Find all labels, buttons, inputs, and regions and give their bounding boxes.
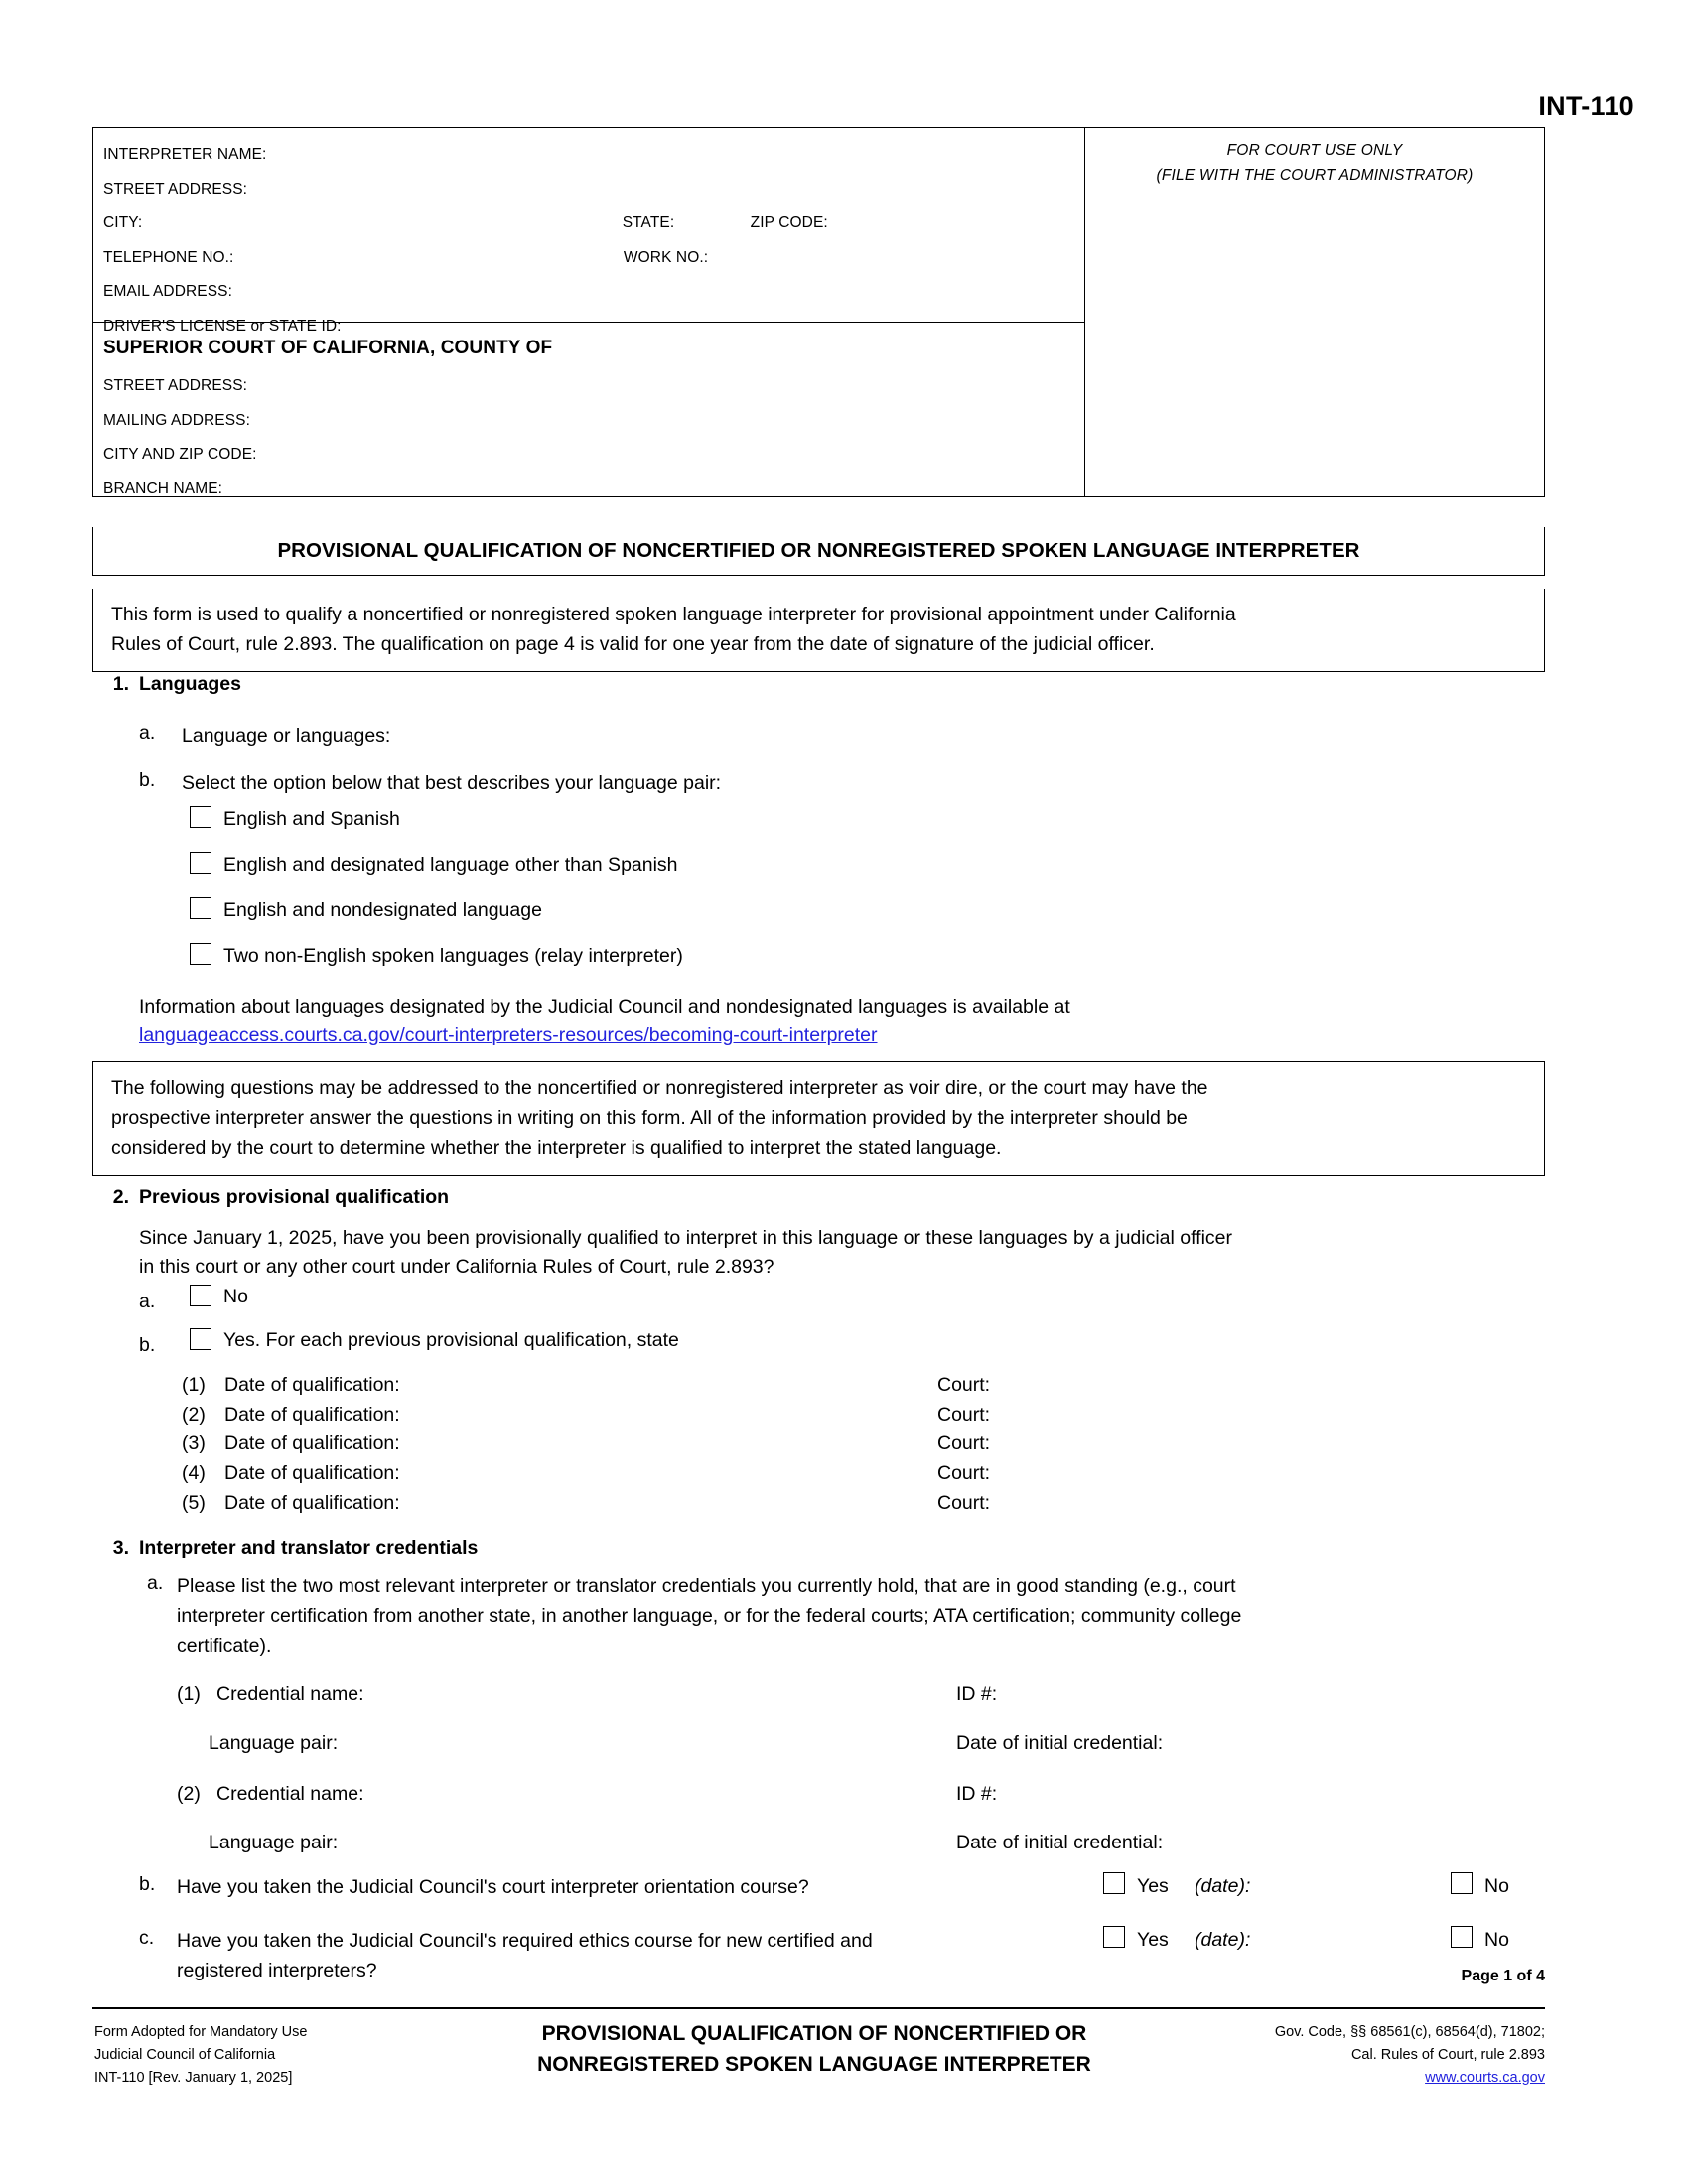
section-1a-label[interactable]: Language or languages:: [182, 725, 391, 747]
court-mailing-address-field[interactable]: MAILING ADDRESS:: [103, 411, 251, 429]
intro-line-2: Rules of Court, rule 2.893. The qualification on page 4 is valid for one year from the date of signature of the judicial officer.: [111, 633, 1155, 655]
section-3-number: 3.: [112, 1537, 129, 1559]
interpreter-zip-field[interactable]: ZIP CODE:: [750, 214, 828, 231]
caption-left-column: [93, 128, 1085, 496]
credential-1-name-label[interactable]: Credential name:: [216, 1683, 364, 1705]
footer-title-line-1: PROVISIONAL QUALIFICATION OF NONCERTIFIED OR: [541, 2022, 1087, 2045]
checkbox-previous-qualification-no[interactable]: [190, 1285, 211, 1306]
qualification-row-1-number: (1): [182, 1374, 206, 1396]
for-court-use-only-line2: (FILE WITH THE COURT ADMINISTRATOR): [1156, 167, 1474, 184]
languages-info-link[interactable]: languageaccess.courts.ca.gov/court-interpreters-resources/becoming-court-interpreter: [139, 1024, 878, 1046]
qualification-row-3-number: (3): [182, 1433, 206, 1454]
credential-2-number: (2): [177, 1783, 201, 1805]
qualification-row-1-court-label[interactable]: Court:: [937, 1374, 991, 1396]
footer-right-block: [1142, 2021, 1545, 2090]
voir-dire-line-1: The following questions may be addressed to the noncertified or nonregistered interpreter as voir dire, or the court may have the: [111, 1077, 1208, 1099]
option-label-english-and-nondesignated-language[interactable]: English and nondesignated language: [223, 899, 542, 921]
page-number: Page 1 of 4: [1461, 1968, 1545, 1984]
footer-title-line-2: NONREGISTERED SPOKEN LANGUAGE INTERPRETER: [537, 2053, 1091, 2076]
caption-block: [92, 127, 1545, 497]
section-1a-letter: a.: [139, 722, 156, 744]
section-1-title: Languages: [139, 673, 241, 695]
voir-dire-box: [92, 1061, 1545, 1176]
interpreter-street-address-field[interactable]: STREET ADDRESS:: [103, 180, 248, 198]
footer-council-line: Judicial Council of California: [94, 2047, 276, 2063]
option-label-english-and-spanish[interactable]: English and Spanish: [223, 808, 400, 830]
footer-divider: [92, 2007, 1545, 2009]
court-branch-name-field[interactable]: BRANCH NAME:: [103, 479, 223, 497]
court-city-zip-field[interactable]: CITY AND ZIP CODE:: [103, 446, 257, 463]
section-3a-line-2: interpreter certification from another state, in another language, or for the federal courts; ATA certification; community college: [177, 1605, 1242, 1627]
qualification-row-4-number: (4): [182, 1462, 206, 1484]
interpreter-name-field[interactable]: INTERPRETER NAME:: [103, 146, 267, 163]
checkbox-orientation-course-no[interactable]: [1451, 1872, 1473, 1894]
court-name-heading: SUPERIOR COURT OF CALIFORNIA, COUNTY OF: [103, 338, 553, 358]
section-2-number: 2.: [112, 1186, 129, 1208]
qualification-row-5-number: (5): [182, 1492, 206, 1514]
qualification-row-2-date-label[interactable]: Date of qualification:: [224, 1404, 400, 1426]
footer-center-title: [417, 2018, 1211, 2080]
credential-2-language-pair-label[interactable]: Language pair:: [209, 1832, 339, 1853]
footer-gov-code-line: Gov. Code, §§ 68561(c), 68564(d), 71802;: [1274, 2024, 1545, 2040]
section-2-title: Previous provisional qualification: [139, 1186, 450, 1208]
checkbox-english-and-nondesignated-language[interactable]: [190, 897, 211, 919]
checkbox-previous-qualification-yes[interactable]: [190, 1328, 211, 1350]
section-2b-letter: b.: [139, 1334, 156, 1356]
section-3c-yes-label[interactable]: Yes: [1137, 1929, 1169, 1951]
section-1-number: 1.: [112, 673, 129, 695]
checkbox-ethics-course-no[interactable]: [1451, 1926, 1473, 1948]
credential-1-initial-date-label[interactable]: Date of initial credential:: [956, 1732, 1164, 1754]
section-3c-date-label[interactable]: (date):: [1195, 1929, 1251, 1951]
intro-line-1: This form is used to qualify a noncertified or nonregistered spoken language interpreter for provisional appointment under California: [111, 604, 1236, 625]
interpreter-city-row: [103, 206, 1074, 241]
form-number: INT-110: [1538, 91, 1634, 121]
section-2a-letter: a.: [139, 1291, 156, 1312]
qualification-row-1-date-label[interactable]: Date of qualification:: [224, 1374, 400, 1396]
intro-box: [92, 589, 1545, 672]
section-3c-question-line-1: Have you taken the Judicial Council's required ethics course for new certified and: [177, 1930, 873, 1952]
section-3a-line-1: Please list the two most relevant interpreter or translator credentials you currently hold, that are in good standing (e.g., court: [177, 1575, 1236, 1597]
credential-2-name-label[interactable]: Credential name:: [216, 1783, 364, 1805]
section-2-question-line-1: Since January 1, 2025, have you been provisionally qualified to interpret in this language or these languages by a judicial officer: [139, 1227, 1233, 1249]
footer-adoption-line: Form Adopted for Mandatory Use: [94, 2024, 308, 2040]
section-3a-line-3: certificate).: [177, 1635, 272, 1657]
checkbox-two-non-english-languages[interactable]: [190, 943, 211, 965]
form-title-bar: PROVISIONAL QUALIFICATION OF NONCERTIFIED OR NONREGISTERED SPOKEN LANGUAGE INTERPRETER: [92, 527, 1545, 576]
interpreter-state-field[interactable]: STATE:: [622, 214, 675, 231]
qualification-row-3-date-label[interactable]: Date of qualification:: [224, 1433, 400, 1454]
court-info-box[interactable]: [93, 323, 1084, 496]
option-label-english-and-designated-language[interactable]: English and designated language other than Spanish: [223, 854, 678, 876]
interpreter-info-box[interactable]: [93, 128, 1084, 335]
footer-courts-website-link[interactable]: www.courts.ca.gov: [1425, 2070, 1545, 2086]
credential-2-initial-date-label[interactable]: Date of initial credential:: [956, 1832, 1164, 1853]
option-label-two-non-english-languages[interactable]: Two non-English spoken languages (relay interpreter): [223, 945, 683, 967]
section-3c-no-label[interactable]: No: [1484, 1929, 1509, 1951]
section-3b-date-label[interactable]: (date):: [1195, 1875, 1251, 1897]
section-2b-label-yes[interactable]: Yes. For each previous provisional qualification, state: [223, 1329, 679, 1351]
section-3b-yes-label[interactable]: Yes: [1137, 1875, 1169, 1897]
credential-1-id-label[interactable]: ID #:: [956, 1683, 998, 1705]
section-3c-question-line-2: registered interpreters?: [177, 1960, 377, 1981]
credential-1-number: (1): [177, 1683, 201, 1705]
qualification-row-2-number: (2): [182, 1404, 206, 1426]
footer-revision-line: INT-110 [Rev. January 1, 2025]: [94, 2070, 293, 2086]
interpreter-work-no-field[interactable]: WORK NO.:: [623, 248, 709, 266]
section-2a-label-no[interactable]: No: [223, 1286, 248, 1307]
credential-2-id-label[interactable]: ID #:: [956, 1783, 998, 1805]
interpreter-city-field[interactable]: CITY:: [103, 214, 143, 231]
section-3b-no-label[interactable]: No: [1484, 1875, 1509, 1897]
court-street-address-field[interactable]: STREET ADDRESS:: [103, 377, 248, 394]
voir-dire-line-2: prospective interpreter answer the questions in writing on this form. All of the information provided by the interpreter should be: [111, 1107, 1188, 1129]
section-3b-letter: b.: [139, 1873, 156, 1895]
section-2-question-line-2: in this court or any other court under California Rules of Court, rule 2.893?: [139, 1256, 774, 1278]
for-court-use-only-box: [1085, 128, 1544, 496]
section-3c-letter: c.: [139, 1927, 155, 1949]
section-3-title: Interpreter and translator credentials: [139, 1537, 479, 1559]
footer-rules-line: Cal. Rules of Court, rule 2.893: [1350, 2047, 1545, 2063]
qualification-row-5-date-label[interactable]: Date of qualification:: [224, 1492, 400, 1514]
for-court-use-only-line1: FOR COURT USE ONLY: [1226, 142, 1403, 159]
checkbox-ethics-course-yes[interactable]: [1103, 1926, 1125, 1948]
checkbox-english-and-spanish[interactable]: [190, 806, 211, 828]
qualification-row-4-date-label[interactable]: Date of qualification:: [224, 1462, 400, 1484]
interpreter-license-field[interactable]: DRIVER'S LICENSE or STATE ID:: [103, 317, 342, 335]
qualification-row-2-court-label[interactable]: Court:: [937, 1404, 991, 1426]
qualification-row-5-court-label[interactable]: Court:: [937, 1492, 991, 1514]
footer-left-block: [94, 2021, 307, 2090]
credential-1-language-pair-label[interactable]: Language pair:: [209, 1732, 339, 1754]
languages-info-text: Information about languages designated by the Judicial Council and nondesignated languages is available at: [139, 996, 1070, 1018]
section-3b-question: Have you taken the Judicial Council's court interpreter orientation course?: [177, 1876, 809, 1898]
section-1b-letter: b.: [139, 769, 156, 791]
section-1b-label: Select the option below that best describes your language pair:: [182, 772, 722, 794]
interpreter-telephone-row: [103, 241, 1074, 276]
qualification-row-3-court-label[interactable]: Court:: [937, 1433, 991, 1454]
checkbox-orientation-course-yes[interactable]: [1103, 1872, 1125, 1894]
voir-dire-line-3: considered by the court to determine whether the interpreter is qualified to interpret the stated language.: [111, 1137, 1002, 1159]
qualification-row-4-court-label[interactable]: Court:: [937, 1462, 991, 1484]
section-3a-letter: a.: [147, 1572, 164, 1594]
interpreter-telephone-field[interactable]: TELEPHONE NO.:: [103, 248, 234, 266]
interpreter-email-field[interactable]: EMAIL ADDRESS:: [103, 283, 233, 300]
checkbox-english-and-designated-language[interactable]: [190, 852, 211, 874]
